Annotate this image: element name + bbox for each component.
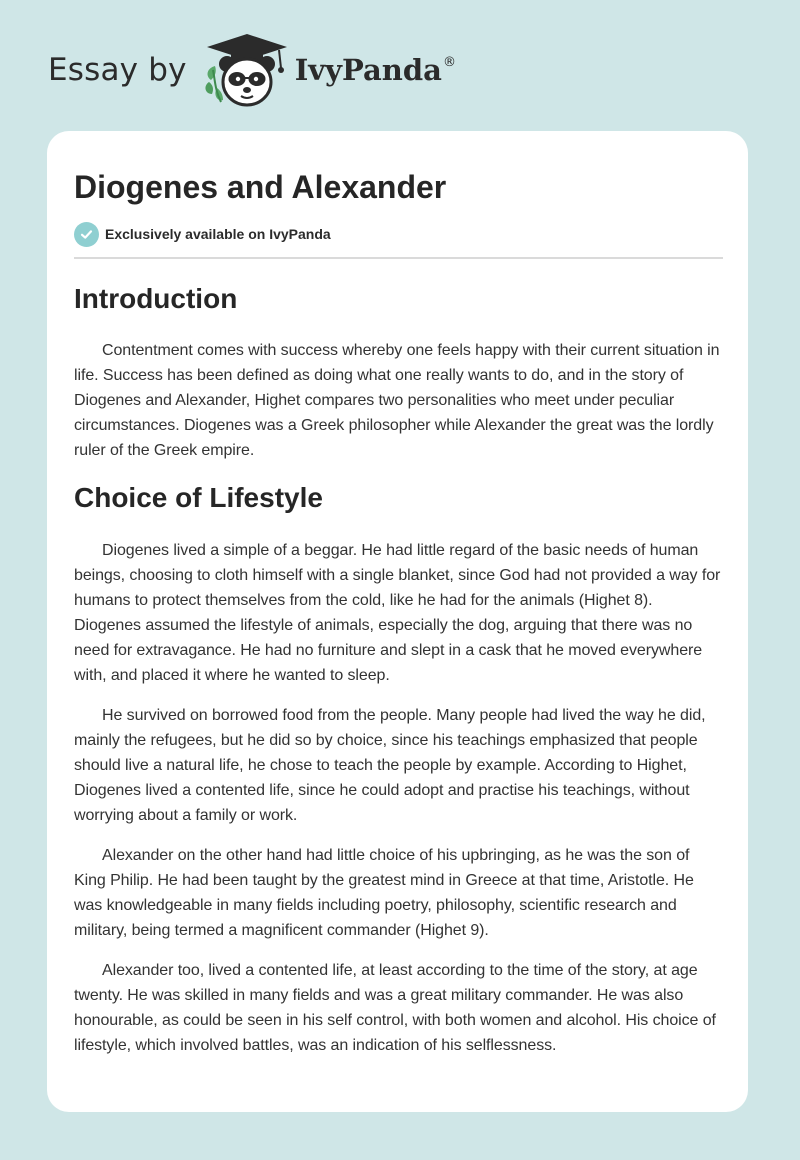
exclusive-badge (74, 221, 723, 247)
paragraph: Contentment comes with success whereby one feels happy with their current situation in life. Success has been defined as doing what one really wants to do, and in the story of Diogenes and Alexander, Highet compares two personalities who meet under peculiar circumstances. Diogenes was a Greek philosopher while Alexander the great was the lordly ruler of the Greek empire. (74, 342, 720, 459)
panda-logo-icon[interactable] (201, 30, 293, 110)
paragraph: Alexander on the other hand had little choice of his upbringing, as he was the son of King Philip. He had been taught by the greatest mind in Greece at that time, Aristotle. He was knowledgeable in many fields including poetry, philosophy, scientific research and military, being termed a magnificent commander (Highet 9). (74, 847, 694, 939)
brand-name: IvyPanda (294, 52, 442, 87)
section-choice-of-lifestyle (74, 480, 723, 1058)
divider (74, 257, 723, 259)
paragraph: Alexander too, lived a contented life, at least according to the time of the story, at age twenty. He was skilled in many fields and was a great military commander. He was also honourable, as could be seen in his self control, with both women and alcohol. His choice of lifestyle, which involved battles, was an indication of his selflessness. (74, 962, 716, 1054)
brand-prefix: Essay by (48, 51, 187, 88)
essay-content (74, 167, 723, 1058)
section-heading: Choice of Lifestyle (74, 482, 323, 513)
site-header (48, 30, 456, 110)
paragraph: Diogenes lived a simple of a beggar. He had little regard of the basic needs of human beings, choosing to cloth himself with a single blanket, since God had not provided a way for humans to protect themselves from the cold, like he had for the animals (Highet 8). Diogenes assumed the lifestyle of animals, especially the dog, arguing that there was no need for extravagance. He had no furniture and slept in a cask that he moved everywhere with, and placed it where he wanted to sleep. (74, 542, 721, 684)
registered-mark: ® (442, 54, 456, 70)
essay-card (47, 131, 748, 1112)
check-circle-icon (74, 222, 99, 247)
section-heading: Introduction (74, 283, 238, 314)
section-introduction (74, 281, 723, 463)
badge-text: Exclusively available on IvyPanda (105, 226, 331, 242)
paragraph: He survived on borrowed food from the people. Many people had lived the way he did, mainly the refugees, but he did so by choice, since his teachings emphasized that people should live a natural life, he chose to teach the people by example. According to Highet, Diogenes lived a contented life, since he could adopt and practise his teachings, without worrying about a family or work. (74, 707, 706, 824)
page-title: Diogenes and Alexander (74, 169, 447, 205)
